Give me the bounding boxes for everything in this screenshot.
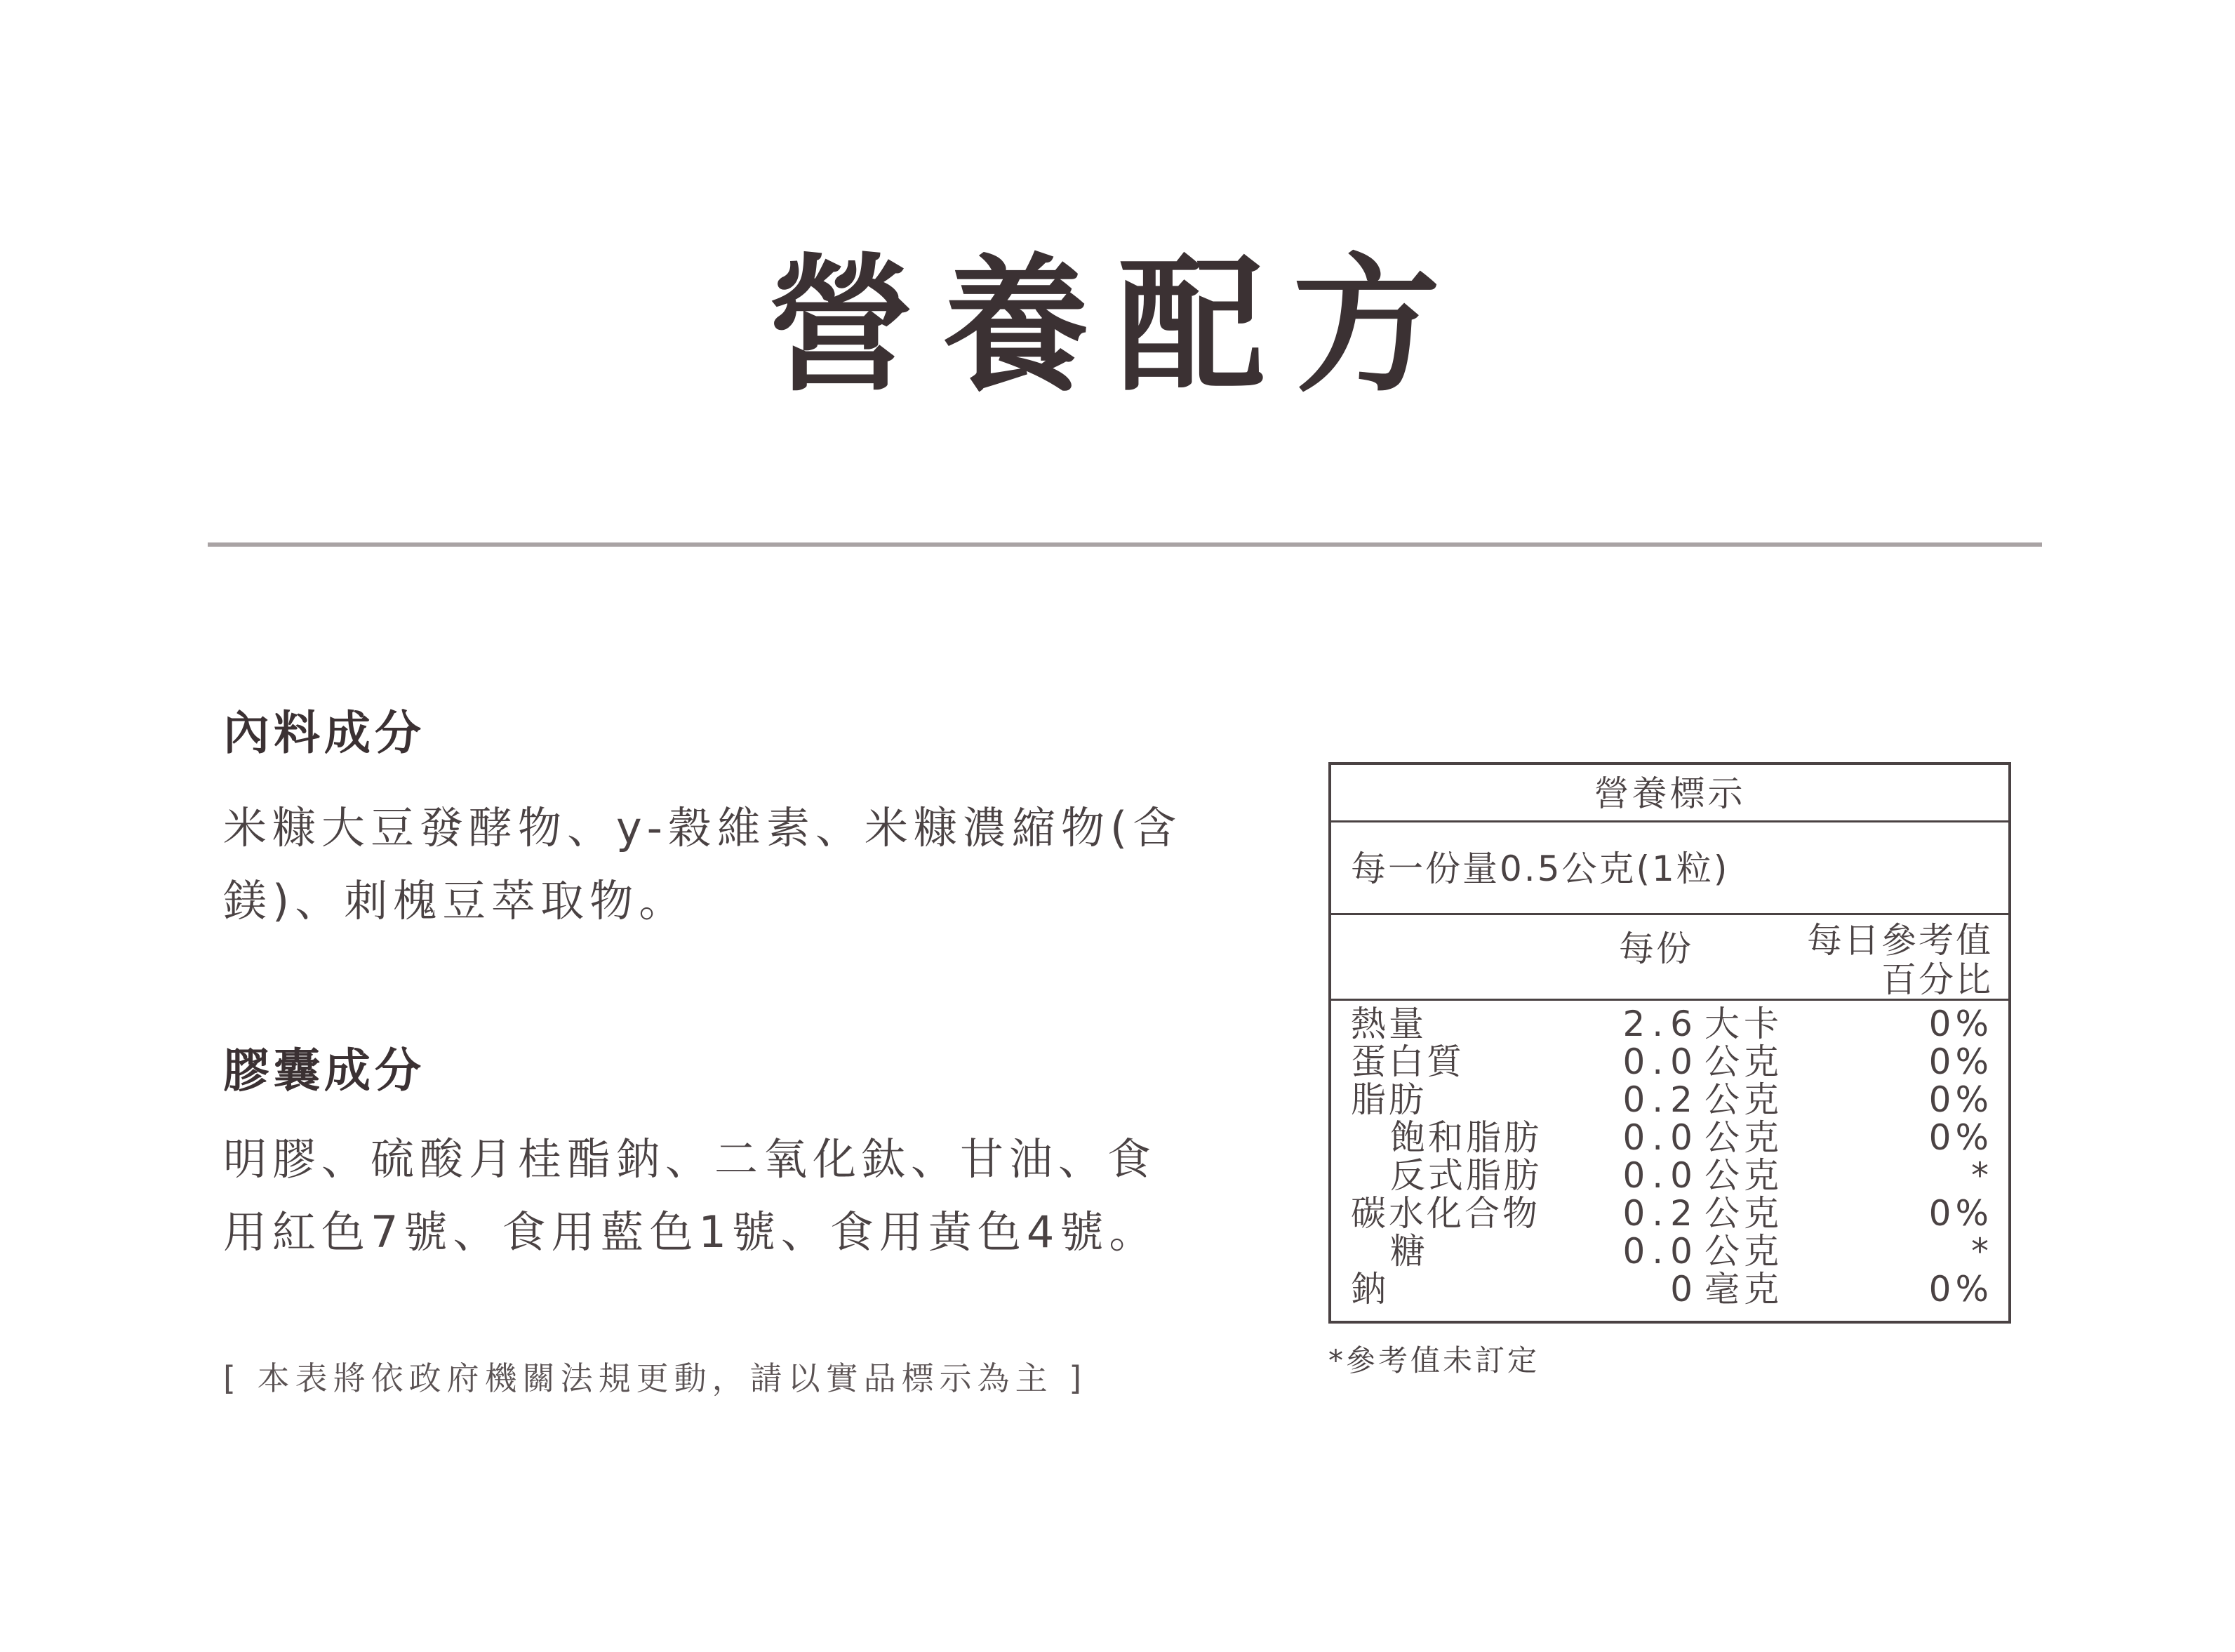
ingredients-text [223,792,1185,938]
nutrient-amount: 0.2 [1622,1193,1700,1234]
nutrient-row-energy [1331,1005,2008,1043]
nutrient-row-saturated-fat [1331,1119,2008,1157]
nutrient-row-protein [1331,1043,2008,1081]
disclaimer-note: [ 本表將依政府機關法規更動，請以實品標示為主 ] [223,1359,1088,1397]
nutrient-amount: 0.0 [1622,1155,1700,1196]
nutrient-daily-value: * [1971,1155,1993,1196]
nutrition-table-title: 營養標示 [1331,765,2008,822]
nutrient-name: 脂肪 [1351,1079,1427,1120]
column-daily-value-line-1: 每日參考值 [1807,920,1993,961]
nutrient-unit: 公克 [1704,1193,1783,1234]
nutrition-table-header [1331,915,2008,1001]
nutrient-unit: 毫克 [1704,1269,1783,1310]
nutrition-table-body [1331,1001,2008,1324]
nutrient-row-trans-fat [1331,1157,2008,1194]
title-divider [208,542,2042,547]
capsule-text [223,1123,1185,1269]
nutrient-daily-value: 0% [1928,1193,1993,1234]
nutrient-amount: 0 [1670,1269,1700,1310]
nutrient-amount: 0.0 [1622,1041,1700,1082]
nutrient-unit: 公克 [1704,1079,1783,1120]
reference-value-note: *參考值未訂定 [1328,1343,1540,1378]
ingredients-heading: 內料成分 [223,706,425,760]
nutrient-daily-value: 0% [1928,1079,1993,1120]
nutrient-daily-value: 0% [1928,1041,1993,1082]
nutrient-daily-value: * [1971,1231,1993,1272]
nutrition-facts-table [1328,762,2011,1324]
nutrient-unit: 公克 [1704,1117,1783,1158]
nutrient-name: 蛋白質 [1351,1041,1465,1082]
serving-size: 每一份量0.5公克(1粒) [1331,822,2008,915]
nutrient-row-sodium [1331,1270,2008,1308]
nutrient-amount: 2.6 [1622,1004,1700,1044]
column-per-serving: 每份 [1619,928,1693,969]
nutrient-unit: 公克 [1704,1041,1783,1082]
nutrient-daily-value: 0% [1928,1117,1993,1158]
nutrient-daily-value: 0% [1928,1269,1993,1310]
nutrient-daily-value: 0% [1928,1004,1993,1044]
nutrient-row-sugar [1331,1232,2008,1270]
ingredients-line-1: 米糠大豆發酵物、y-穀維素、米糠濃縮物(含 [223,802,1182,853]
column-daily-value-line-2: 百分比 [1881,959,1993,1000]
column-daily-value [1807,921,1993,999]
capsule-heading: 膠囊成分 [223,1044,425,1098]
nutrient-unit: 公克 [1704,1231,1783,1272]
nutrient-name: 碳水化合物 [1351,1193,1540,1234]
nutrient-row-fat [1331,1081,2008,1119]
nutrient-name: 飽和脂肪 [1390,1117,1542,1158]
capsule-line-1: 明膠、硫酸月桂酯鈉、二氧化鈦、甘油、食 [223,1133,1157,1185]
nutrient-amount: 0.0 [1622,1117,1700,1158]
nutrient-amount: 0.0 [1622,1231,1700,1272]
nutrient-name: 糖 [1390,1231,1428,1272]
nutrient-unit: 大卡 [1704,1004,1783,1044]
capsule-line-2: 用紅色7號、食用藍色1號、食用黃色4號。 [223,1206,1159,1258]
nutrient-amount: 0.2 [1622,1079,1700,1120]
nutrient-name: 熱量 [1351,1004,1427,1044]
nutrient-row-carbohydrate [1331,1194,2008,1232]
ingredients-line-2: 鎂)、刺槐豆萃取物。 [223,875,688,926]
nutrient-name: 鈉 [1351,1269,1389,1310]
nutrient-unit: 公克 [1704,1155,1783,1196]
page-title: 營養配方 [766,240,1469,412]
nutrient-name: 反式脂肪 [1390,1155,1542,1196]
